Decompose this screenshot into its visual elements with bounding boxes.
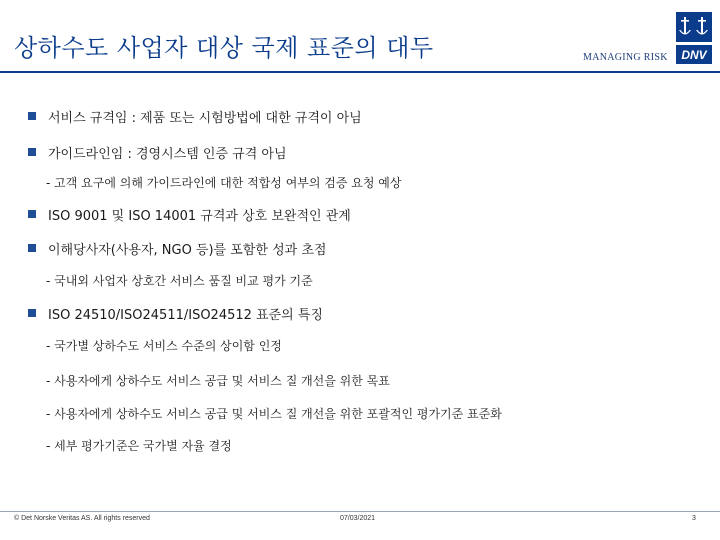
bullet-marker	[28, 244, 36, 252]
bullet-text: 이해당사자(사용자, NGO 등)를 포함한 성과 초점	[48, 242, 327, 258]
bullet-item	[28, 238, 326, 258]
sub-item: - 국가별 상하수도 서비스 수준의 상이함 인정	[46, 338, 282, 353]
logo-emblem-background	[676, 12, 712, 42]
bullet-text: ISO 24510/ISO24511/ISO24512 표준의 특징	[48, 307, 323, 323]
dnv-logo	[676, 12, 712, 66]
footer-page-number: 3	[692, 515, 696, 522]
bullet-text: 서비스 규격임 : 제품 또는 시험방법에 대한 규격이 아님	[48, 110, 362, 126]
sub-item: - 세부 평가기준은 국가별 자율 결정	[46, 438, 232, 453]
brand-tagline: MANAGING RISK	[583, 52, 668, 63]
bullet-item	[28, 303, 323, 323]
footer-divider	[0, 511, 720, 512]
logo-wordmark: DNV	[681, 48, 707, 62]
bullet-marker	[28, 148, 36, 156]
bullet-item	[28, 142, 287, 162]
bullet-marker	[28, 210, 36, 218]
bullet-item	[28, 106, 362, 126]
bullet-marker	[28, 112, 36, 120]
bullet-marker	[28, 309, 36, 317]
bullet-text: 가이드라인임 : 경영시스템 인증 규격 아님	[48, 146, 287, 162]
footer-date: 07/03/2021	[340, 515, 376, 522]
bullet-item	[28, 204, 351, 224]
title-underline	[0, 71, 720, 73]
sub-item: - 고객 요구에 의해 가이드라인에 대한 적합성 여부의 검증 요청 예상	[46, 175, 402, 190]
footer-copyright: © Det Norske Veritas AS. All rights reserved	[14, 515, 150, 522]
sub-item: - 국내외 사업자 상호간 서비스 품질 비교 평가 기준	[46, 273, 313, 288]
sub-item: - 사용자에게 상하수도 서비스 공급 및 서비스 질 개선을 위한 목표	[46, 373, 390, 388]
page-title: 상하수도 사업자 대상 국제 표준의 대두	[14, 34, 434, 62]
sub-item: - 사용자에게 상하수도 서비스 공급 및 서비스 질 개선을 위한 포괄적인 평가기준 표준화	[46, 406, 502, 421]
bullet-text: ISO 9001 및 ISO 14001 규격과 상호 보완적인 관계	[48, 208, 351, 224]
